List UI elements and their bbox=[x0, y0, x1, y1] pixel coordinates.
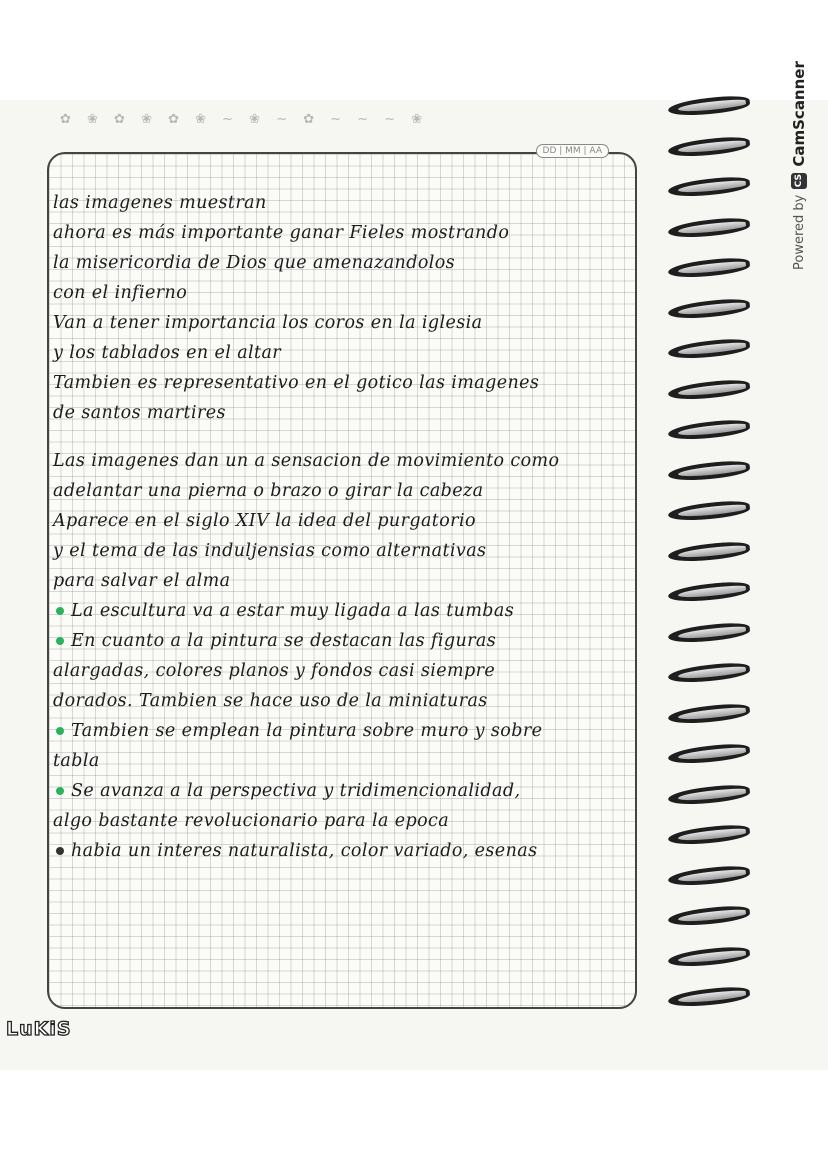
note-line-text: adelantar una pierna o brazo o girar la cabeza bbox=[53, 481, 484, 501]
spiral-ring-icon bbox=[667, 863, 750, 887]
spiral-ring-icon bbox=[667, 256, 750, 280]
note-line bbox=[53, 836, 629, 866]
camscanner-brand: CamScanner bbox=[790, 61, 808, 167]
note-line-text: Se avanza a la perspectiva y tridimencionalidad, bbox=[71, 781, 521, 801]
spiral-ring-icon bbox=[667, 296, 750, 320]
note-line bbox=[53, 506, 629, 536]
note-line-text: dorados. Tambien se hace uso de la miniaturas bbox=[53, 691, 488, 711]
note-line bbox=[53, 566, 629, 596]
note-line-text: tabla bbox=[53, 751, 100, 771]
note-line-text: ahora es más importante ganar Fieles mostrando bbox=[53, 223, 510, 243]
spiral-ring-icon bbox=[667, 499, 750, 523]
note-line bbox=[53, 746, 629, 776]
spiral-ring-icon bbox=[667, 904, 750, 928]
spiral-ring-icon bbox=[667, 539, 750, 563]
bullet-point-icon bbox=[56, 727, 64, 735]
bullet-point-icon bbox=[56, 637, 64, 645]
note-line bbox=[53, 656, 629, 686]
decorative-doodles: ✿ ❀ ✿ ❀ ✿ ❀ ~ ❀ ~ ✿ ~ ~ ~ ❀ bbox=[60, 112, 429, 127]
note-line bbox=[53, 218, 629, 248]
note-line-text: de santos martires bbox=[53, 403, 226, 423]
note-line-text: Las imagenes dan un a sensacion de movimiento como bbox=[53, 451, 560, 471]
camscanner-logo-icon: CS bbox=[791, 173, 807, 189]
note-line-text: y los tablados en el altar bbox=[53, 343, 282, 363]
note-line bbox=[53, 188, 629, 218]
spiral-ring-icon bbox=[667, 985, 750, 1009]
note-line-text: Van a tener importancia los coros en la iglesia bbox=[53, 313, 483, 333]
spiral-ring-icon bbox=[667, 782, 750, 806]
spiral-ring-icon bbox=[667, 701, 750, 725]
note-line-text: las imagenes muestran bbox=[53, 193, 267, 213]
note-line bbox=[53, 536, 629, 566]
spiral-ring-icon bbox=[667, 377, 750, 401]
note-line bbox=[53, 776, 629, 806]
note-line bbox=[53, 338, 629, 368]
spiral-binding bbox=[668, 98, 768, 1043]
bullet-point-icon bbox=[56, 787, 64, 795]
notebook-page bbox=[47, 146, 637, 1009]
note-line bbox=[53, 278, 629, 308]
note-line bbox=[53, 248, 629, 278]
note-line bbox=[53, 716, 629, 746]
note-line-text: con el infierno bbox=[53, 283, 188, 303]
date-field: DD | MM | AA bbox=[536, 144, 609, 158]
handwritten-notes bbox=[53, 188, 629, 866]
note-line-text: la misericordia de Dios que amenazandolos bbox=[53, 253, 456, 273]
spiral-ring-icon bbox=[667, 620, 750, 644]
note-line bbox=[53, 308, 629, 338]
note-line-text: En cuanto a la pintura se destacan las figuras bbox=[71, 631, 497, 651]
spiral-ring-icon bbox=[667, 215, 750, 239]
camscanner-watermark bbox=[784, 20, 814, 270]
signature-logo: LuKiS bbox=[6, 1018, 72, 1040]
note-line-text: Tambien es representativo en el gotico las imagenes bbox=[53, 373, 540, 393]
note-line-text: y el tema de las induljensias como alternativas bbox=[53, 541, 487, 561]
note-line-text: habia un interes naturalista, color variado, esenas bbox=[71, 841, 538, 861]
spiral-ring-icon bbox=[667, 580, 750, 604]
spiral-ring-icon bbox=[667, 175, 750, 199]
spiral-ring-icon bbox=[667, 418, 750, 442]
spiral-ring-icon bbox=[667, 823, 750, 847]
note-line bbox=[53, 686, 629, 716]
bullet-point-icon bbox=[56, 607, 64, 615]
note-line-text: para salvar el alma bbox=[53, 571, 231, 591]
bullet-point-icon bbox=[56, 847, 64, 855]
spiral-ring-icon bbox=[667, 134, 750, 158]
note-line bbox=[53, 476, 629, 506]
spiral-ring-icon bbox=[667, 458, 750, 482]
note-line-text: La escultura va a estar muy ligada a las tumbas bbox=[71, 601, 515, 621]
note-line bbox=[53, 368, 629, 398]
note-line-text: Aparece en el siglo XIV la idea del purgatorio bbox=[53, 511, 476, 531]
note-line-text: algo bastante revolucionario para la epoca bbox=[53, 811, 450, 831]
spiral-ring-icon bbox=[667, 337, 750, 361]
note-line bbox=[53, 446, 629, 476]
spiral-ring-icon bbox=[667, 944, 750, 968]
note-line bbox=[53, 806, 629, 836]
note-line bbox=[53, 398, 629, 428]
paragraph-gap bbox=[53, 428, 629, 446]
note-line-text: Tambien se emplean la pintura sobre muro y sobre bbox=[71, 721, 543, 741]
note-line bbox=[53, 626, 629, 656]
powered-by-label: Powered by bbox=[791, 194, 807, 270]
note-line bbox=[53, 596, 629, 626]
note-line-text: alargadas, colores planos y fondos casi siempre bbox=[53, 661, 496, 681]
spiral-ring-icon bbox=[667, 94, 750, 118]
spiral-ring-icon bbox=[667, 742, 750, 766]
spiral-ring-icon bbox=[667, 661, 750, 685]
